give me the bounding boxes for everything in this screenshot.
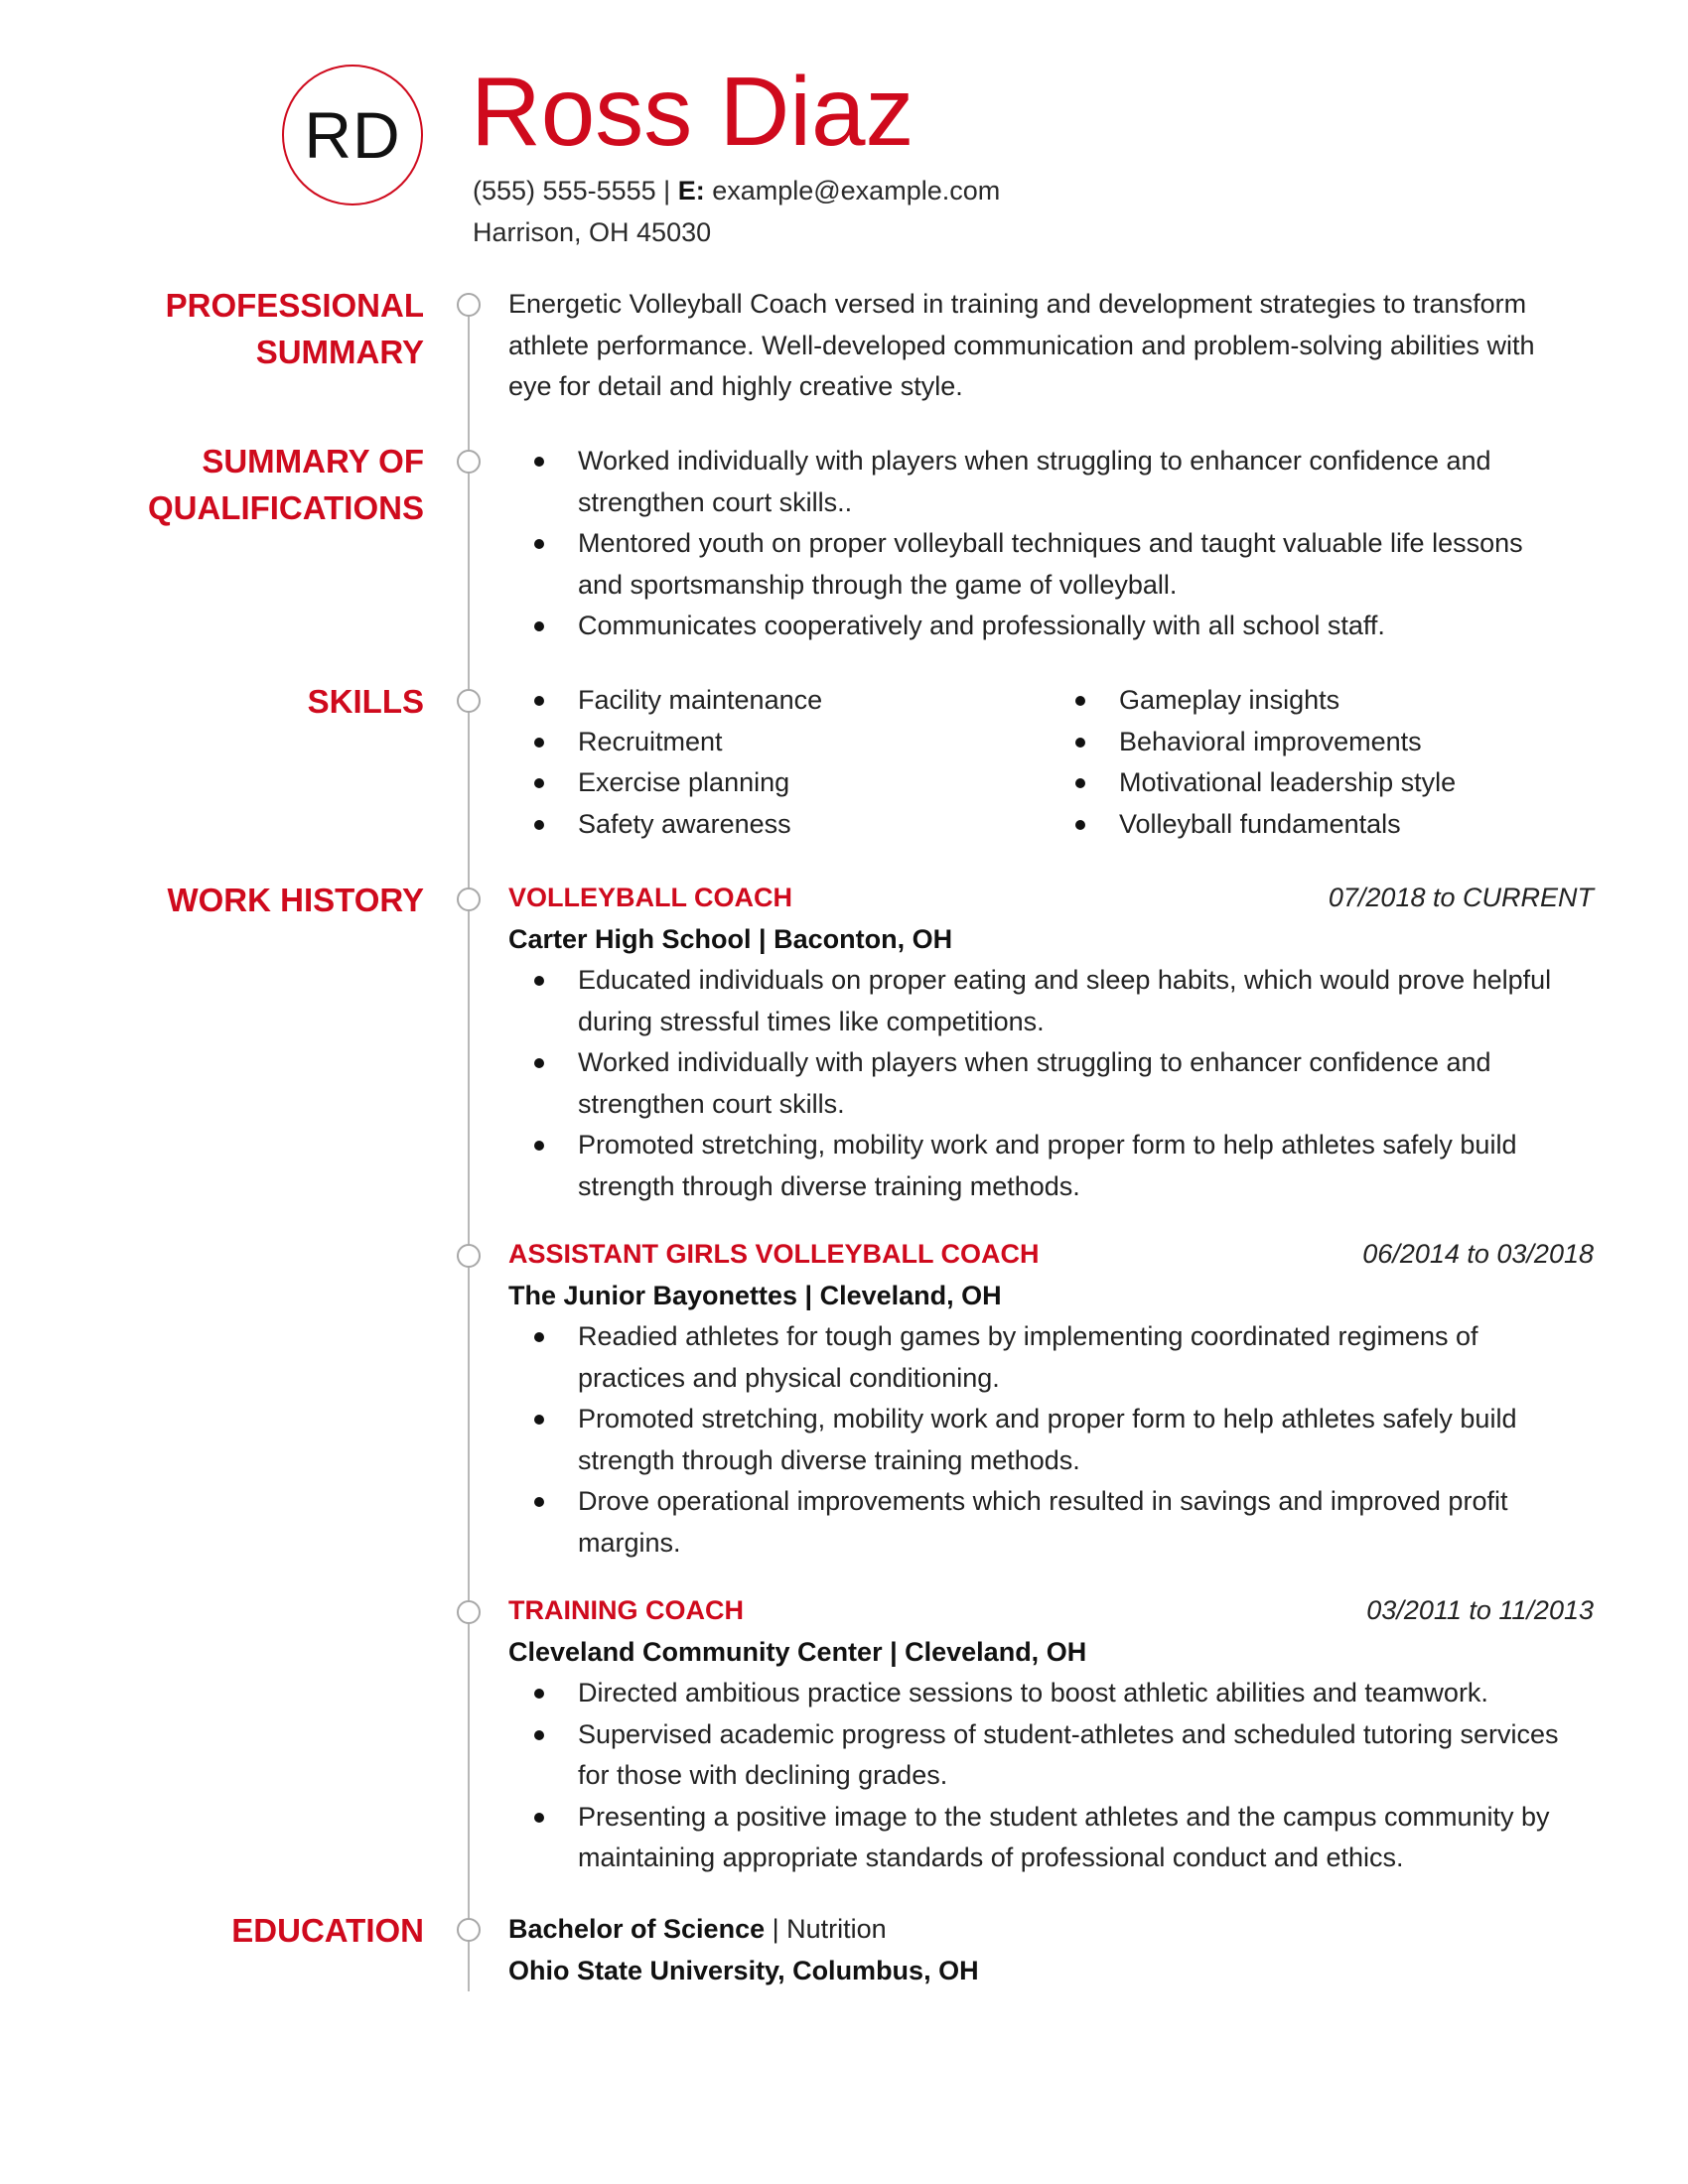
- section-title-skills: SKILLS: [307, 683, 424, 720]
- job-bullet: [508, 1714, 1594, 1797]
- bullet-line: Promoted stretching, mobility work and proper form to help athletes safely build: [578, 1130, 1517, 1160]
- professional-summary: [508, 284, 1601, 408]
- job-company: Carter High School | Baconton, OH: [508, 923, 953, 954]
- timeline-dot-skills: [457, 689, 481, 713]
- job-title: TRAINING COACH: [508, 1595, 744, 1625]
- skill-item: Motivational leadership style: [1050, 762, 1586, 804]
- summary-line: Energetic Volleyball Coach versed in training and development strategies to transform: [508, 289, 1527, 319]
- summary-line: athlete performance. Well-developed communication and problem-solving abilities with: [508, 330, 1535, 360]
- skill-item: Facility maintenance: [508, 680, 1045, 722]
- timeline-dot-work-2: [457, 1244, 481, 1268]
- job-dates: 07/2018 to CURRENT: [1328, 883, 1594, 912]
- bullet-line: maintaining appropriate standards of professional conduct and ethics.: [578, 1843, 1404, 1872]
- email-label: E:: [677, 176, 705, 205]
- skill-item: Safety awareness: [508, 804, 1045, 846]
- school: [508, 1951, 979, 1992]
- bullet-line: strengthen court skills.: [578, 1088, 845, 1119]
- job-bullet: [508, 1673, 1594, 1714]
- skill-item: Behavioral improvements: [1050, 722, 1586, 763]
- section-title-line: SUMMARY OF: [202, 443, 424, 479]
- section-title-work-history: WORK HISTORY: [167, 882, 424, 918]
- job-company: Cleveland Community Center | Cleveland, OH: [508, 1636, 1087, 1667]
- job-bullets: [508, 960, 1594, 1207]
- bullet-line: Directed ambitious practice sessions to boost athletic abilities and teamwork.: [578, 1678, 1488, 1707]
- candidate-name: Ross Diaz: [471, 57, 914, 166]
- job-company: The Junior Bayonettes | Cleveland, OH: [508, 1280, 1002, 1310]
- bullet-line: strength through diverse training methods.: [578, 1170, 1080, 1201]
- section-title-line: QUALIFICATIONS: [147, 489, 424, 526]
- bullet-line: practices and physical conditioning.: [578, 1362, 1000, 1393]
- bullet-line: Promoted stretching, mobility work and proper form to help athletes safely build: [578, 1404, 1517, 1433]
- section-title-professional-summary: [166, 282, 424, 375]
- qualification-item: [508, 523, 1620, 606]
- education-entry: [508, 1909, 979, 1991]
- job-entry: [508, 878, 1594, 1207]
- job-title: ASSISTANT GIRLS VOLLEYBALL COACH: [508, 1239, 1040, 1269]
- bullet-line: strength through diverse training methods.: [578, 1444, 1080, 1475]
- job-title: VOLLEYBALL COACH: [508, 883, 793, 912]
- timeline-dot-qualifications: [457, 450, 481, 474]
- job-bullet: [508, 1399, 1594, 1481]
- phone: (555) 555-5555: [473, 176, 656, 205]
- degree-separator: |: [772, 1914, 779, 1944]
- contact-separator: |: [663, 176, 671, 205]
- timeline-dot-work-1: [457, 887, 481, 911]
- bullet-line: Worked individually with players when struggling to enhancer confidence and: [578, 446, 1491, 476]
- section-title-line: PROFESSIONAL: [165, 287, 424, 324]
- job-dates: 06/2014 to 03/2018: [1362, 1239, 1594, 1269]
- job-bullet: [508, 1316, 1594, 1399]
- education-degree-line: [508, 1909, 979, 1951]
- job-entry: [508, 1234, 1594, 1564]
- job-bullets: [508, 1673, 1594, 1879]
- skill-item: Gameplay insights: [1050, 680, 1586, 722]
- section-title-line: SUMMARY: [255, 334, 424, 370]
- skills-list-right: [1050, 680, 1586, 845]
- timeline-dot-summary: [457, 293, 481, 317]
- qualification-item: [508, 441, 1620, 523]
- degree: Bachelor of Science: [508, 1914, 766, 1944]
- bullet-line: Drove operational improvements which resulted in savings and improved profit: [578, 1486, 1508, 1516]
- job-bullet: [508, 1481, 1594, 1564]
- bullet-line: and sportsmanship through the game of volleyball.: [578, 569, 1178, 600]
- bullet-line: Educated individuals on proper eating and sleep habits, which would prove helpful: [578, 965, 1552, 995]
- job-bullet: [508, 1042, 1594, 1125]
- bullet-line: Supervised academic progress of student-athletes and scheduled tutoring services: [578, 1718, 1559, 1749]
- bullet-line: Readied athletes for tough games by implementing coordinated regimens of: [578, 1321, 1478, 1351]
- bullet-line: for those with declining grades.: [578, 1760, 948, 1790]
- timeline-line: [468, 304, 470, 1991]
- skill-item: Exercise planning: [508, 762, 1045, 804]
- summary-line: eye for detail and highly creative style.: [508, 371, 963, 401]
- skills-list-left: [508, 680, 1045, 845]
- job-dates: 03/2011 to 11/2013: [1366, 1595, 1594, 1625]
- school-name: Ohio State University, Columbus, OH: [508, 1955, 979, 1985]
- skill-item: Volleyball fundamentals: [1050, 804, 1586, 846]
- bullet-line: Communicates cooperatively and professionally with all school staff.: [578, 611, 1385, 640]
- section-title-qualifications: [148, 438, 424, 531]
- bullet-line: Worked individually with players when struggling to enhancer confidence and: [578, 1047, 1491, 1077]
- job-bullet: [508, 1797, 1594, 1879]
- timeline-dot-education: [457, 1918, 481, 1942]
- contact-line: [473, 170, 1000, 211]
- job-bullet: [508, 960, 1594, 1042]
- address: Harrison, OH 45030: [473, 217, 712, 247]
- bullet-line: strengthen court skills..: [578, 486, 853, 517]
- monogram-badge: [282, 65, 423, 205]
- bullet-line: Mentored youth on proper volleyball techniques and taught valuable life lessons: [578, 528, 1523, 558]
- bullet-line: Presenting a positive image to the student athletes and the campus community by: [578, 1801, 1550, 1832]
- section-title-education: EDUCATION: [231, 1912, 424, 1949]
- job-bullet: [508, 1125, 1594, 1207]
- bullet-line: during stressful times like competitions.: [578, 1006, 1045, 1036]
- monogram-initials: RD: [304, 98, 401, 172]
- job-entry: [508, 1590, 1594, 1879]
- field-of-study: Nutrition: [786, 1914, 887, 1944]
- contact-info: [473, 170, 1000, 253]
- timeline-dot-work-3: [457, 1600, 481, 1624]
- bullet-line: margins.: [578, 1527, 681, 1558]
- qualifications-list: [508, 441, 1620, 647]
- email: example@example.com: [712, 176, 1001, 205]
- job-bullets: [508, 1316, 1594, 1564]
- qualification-item: [508, 606, 1620, 647]
- skill-item: Recruitment: [508, 722, 1045, 763]
